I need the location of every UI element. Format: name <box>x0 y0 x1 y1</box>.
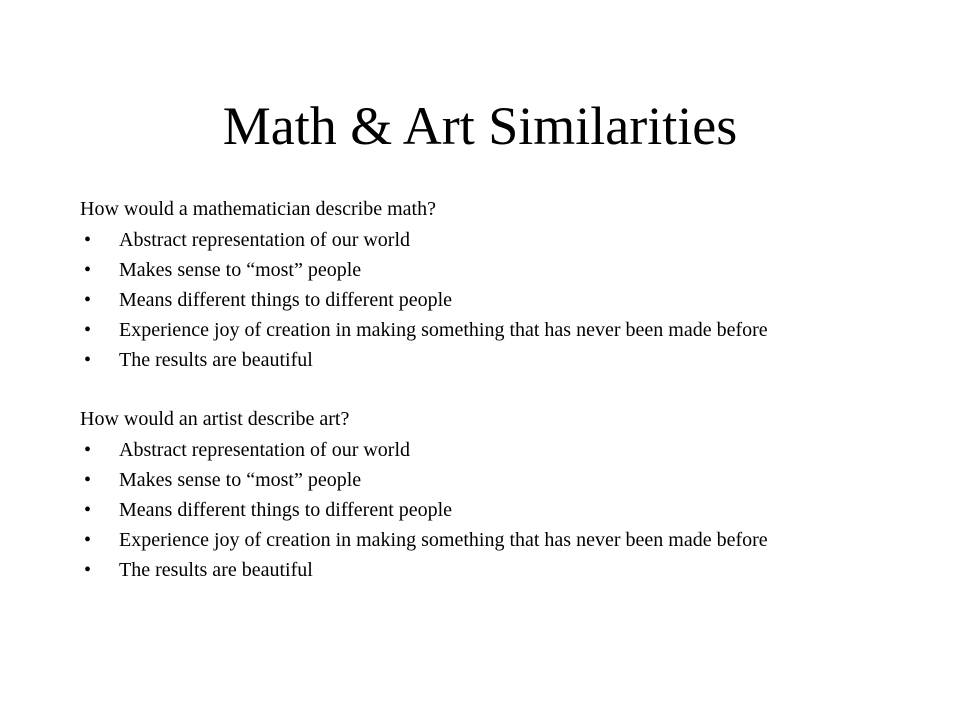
slide-title: Math & Art Similarities <box>222 96 738 156</box>
bullet-item <box>80 348 860 372</box>
bullet-icon: • <box>84 559 92 581</box>
bullet-text: Experience joy of creation in making something that has never been made before <box>119 529 768 551</box>
bullet-icon: • <box>84 499 92 521</box>
bullet-icon: • <box>84 319 92 341</box>
bullet-text: Makes sense to “most” people <box>119 259 362 281</box>
math-section-heading: How would a mathematician describe math? <box>80 198 436 220</box>
bullet-text: Abstract representation of our world <box>119 439 411 461</box>
bullet-item <box>80 318 860 342</box>
bullet-item <box>80 288 860 312</box>
bullet-icon: • <box>84 349 92 371</box>
bullet-icon: • <box>84 259 92 281</box>
art-section-heading: How would an artist describe art? <box>80 408 350 430</box>
bullet-item <box>80 498 860 522</box>
art-section <box>80 406 860 582</box>
bullet-icon: • <box>84 529 92 551</box>
bullet-text: Abstract representation of our world <box>119 229 411 251</box>
bullet-item <box>80 438 860 462</box>
art-bullet-list <box>80 438 860 582</box>
math-section <box>80 196 860 372</box>
bullet-item <box>80 528 860 552</box>
bullet-text: The results are beautiful <box>119 559 313 581</box>
bullet-text: Experience joy of creation in making something that has never been made before <box>119 319 768 341</box>
bullet-text: The results are beautiful <box>119 349 313 371</box>
bullet-item <box>80 558 860 582</box>
bullet-icon: • <box>84 469 92 491</box>
bullet-icon: • <box>84 229 92 251</box>
bullet-icon: • <box>84 439 92 461</box>
bullet-item <box>80 258 860 282</box>
slide-content <box>80 196 860 588</box>
bullet-text: Means different things to different people <box>119 499 453 521</box>
bullet-text: Makes sense to “most” people <box>119 469 362 491</box>
bullet-item <box>80 468 860 492</box>
math-bullet-list <box>80 228 860 372</box>
section-spacer <box>80 378 860 406</box>
bullet-icon: • <box>84 289 92 311</box>
bullet-text: Means different things to different people <box>119 289 453 311</box>
bullet-item <box>80 228 860 252</box>
